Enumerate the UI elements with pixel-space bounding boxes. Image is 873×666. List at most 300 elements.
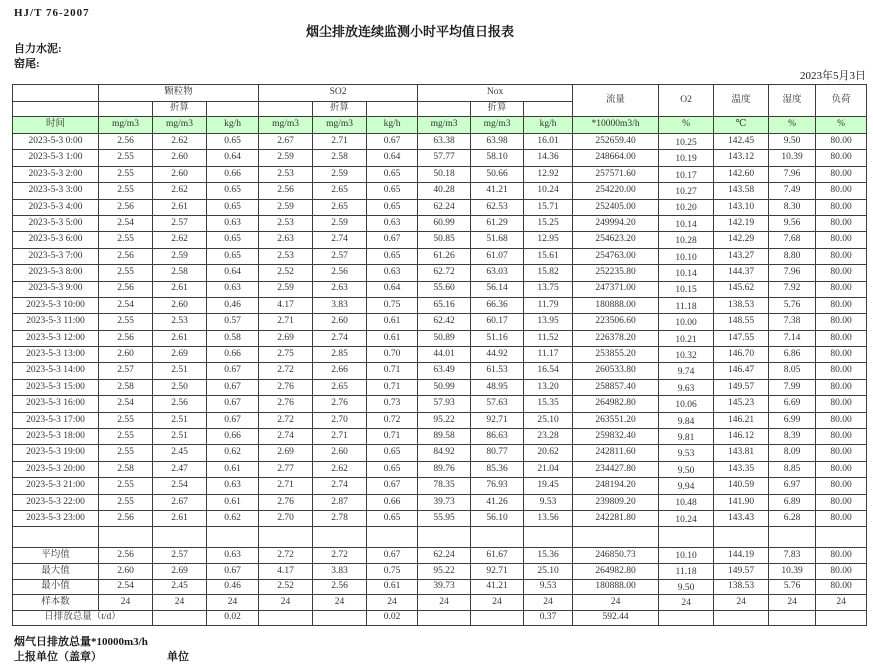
summary-value-cell [153, 527, 207, 548]
value-cell: 2.69 [259, 445, 313, 461]
value-cell: 7.14 [769, 330, 816, 346]
value-cell: 7.99 [769, 379, 816, 395]
summary-value-cell: 2.57 [153, 548, 207, 564]
value-cell: 2.54 [99, 396, 153, 412]
value-cell: 144.37 [714, 265, 769, 281]
value-cell: 2.53 [259, 248, 313, 264]
time-cell: 2023-5-3 18:00 [13, 429, 99, 445]
value-cell: 2.54 [99, 297, 153, 313]
value-cell: 9.53 [659, 445, 714, 461]
group-header-so2: SO2 [259, 85, 418, 102]
summary-value-cell: 149.57 [714, 563, 769, 579]
time-cell: 2023-5-3 1:00 [13, 150, 99, 166]
table-row [13, 314, 867, 330]
value-cell: 19.45 [524, 478, 573, 494]
time-cell: 2023-5-3 0:00 [13, 134, 99, 150]
value-cell: 0.64 [367, 150, 418, 166]
value-cell: 0.61 [207, 494, 259, 510]
summary-value-cell: 62.24 [418, 548, 471, 564]
value-cell: 2.72 [259, 363, 313, 379]
unit-cell: mg/m3 [99, 117, 153, 134]
value-cell: 80.00 [816, 510, 867, 526]
time-cell: 2023-5-3 10:00 [13, 297, 99, 313]
summary-value-cell [714, 610, 769, 626]
value-cell: 2.56 [313, 265, 367, 281]
value-cell: 0.63 [207, 478, 259, 494]
value-cell: 16.01 [524, 134, 573, 150]
station-name: 窑尾: [14, 58, 40, 70]
summary-value-cell [769, 610, 816, 626]
value-cell: 0.67 [367, 134, 418, 150]
value-cell: 50.89 [418, 330, 471, 346]
value-cell: 234427.80 [573, 461, 659, 477]
value-cell: 2.56 [99, 199, 153, 215]
value-cell: 80.00 [816, 363, 867, 379]
value-cell: 146.47 [714, 363, 769, 379]
table-row [13, 265, 867, 281]
table-row [13, 215, 867, 231]
value-cell: 10.06 [659, 396, 714, 412]
value-cell: 254623.20 [573, 232, 659, 248]
value-cell: 40.28 [418, 183, 471, 199]
time-cell: 2023-5-3 7:00 [13, 248, 99, 264]
unit-cell: kg/h [367, 117, 418, 134]
time-cell: 2023-5-3 19:00 [13, 445, 99, 461]
value-cell: 0.75 [367, 297, 418, 313]
summary-label-cell: 样本数 [13, 595, 99, 611]
value-cell: 10.00 [659, 314, 714, 330]
group-header-particulate: 颗粒物 [99, 85, 259, 102]
value-cell: 61.07 [471, 248, 524, 264]
value-cell: 10.14 [659, 215, 714, 231]
value-cell: 0.65 [207, 134, 259, 150]
value-cell: 2.51 [153, 429, 207, 445]
value-cell: 247371.00 [573, 281, 659, 297]
value-cell: 61.29 [471, 215, 524, 231]
value-cell: 63.38 [418, 134, 471, 150]
value-cell: 2.62 [153, 232, 207, 248]
value-cell: 2.55 [99, 150, 153, 166]
column-header-humidity: 湿度 [769, 85, 816, 117]
value-cell: 0.70 [367, 347, 418, 363]
column-header-flow: 流量 [573, 85, 659, 117]
value-cell: 2.62 [153, 183, 207, 199]
value-cell: 2.62 [153, 134, 207, 150]
value-cell: 2.76 [259, 494, 313, 510]
summary-label-cell [13, 527, 99, 548]
value-cell: 13.95 [524, 314, 573, 330]
value-cell: 61.53 [471, 363, 524, 379]
summary-value-cell: 592.44 [573, 610, 659, 626]
value-cell: 0.64 [367, 281, 418, 297]
summary-label-cell: 最小值 [13, 579, 99, 595]
value-cell: 15.61 [524, 248, 573, 264]
value-cell: 2.66 [313, 363, 367, 379]
table-row [13, 363, 867, 379]
value-cell: 80.00 [816, 330, 867, 346]
value-cell: 2.54 [153, 478, 207, 494]
value-cell: 2.71 [259, 478, 313, 494]
summary-value-cell: 61.67 [471, 548, 524, 564]
value-cell: 13.75 [524, 281, 573, 297]
value-cell: 80.00 [816, 412, 867, 428]
value-cell: 2.74 [313, 330, 367, 346]
value-cell: 56.10 [471, 510, 524, 526]
value-cell: 2.62 [313, 461, 367, 477]
value-cell: 0.65 [207, 183, 259, 199]
summary-value-cell [524, 527, 573, 548]
summary-value-cell [313, 527, 367, 548]
value-cell: 0.67 [207, 379, 259, 395]
value-cell: 142.45 [714, 134, 769, 150]
value-cell: 0.71 [367, 429, 418, 445]
group-header-nox: Nox [418, 85, 573, 102]
blank-cell [367, 102, 418, 117]
value-cell: 92.71 [471, 412, 524, 428]
summary-value-cell: 2.45 [153, 579, 207, 595]
value-cell: 2.59 [259, 281, 313, 297]
unit-cell: % [816, 117, 867, 134]
value-cell: 2.55 [99, 183, 153, 199]
value-cell: 143.27 [714, 248, 769, 264]
unit-label: 单位 [167, 651, 189, 663]
value-cell: 248664.00 [573, 150, 659, 166]
summary-value-cell: 0.61 [367, 579, 418, 595]
value-cell: 80.00 [816, 297, 867, 313]
summary-value-cell: 0.75 [367, 563, 418, 579]
value-cell: 3.83 [313, 297, 367, 313]
value-cell: 80.00 [816, 232, 867, 248]
value-cell: 11.79 [524, 297, 573, 313]
value-cell: 2.72 [259, 412, 313, 428]
summary-value-cell: 0.02 [207, 610, 259, 626]
value-cell: 76.93 [471, 478, 524, 494]
value-cell: 145.23 [714, 396, 769, 412]
value-cell: 80.00 [816, 445, 867, 461]
summary-value-cell: 10.39 [769, 563, 816, 579]
value-cell: 147.55 [714, 330, 769, 346]
value-cell: 78.35 [418, 478, 471, 494]
column-header-temperature: 温度 [714, 85, 769, 117]
company-name: 自力水泥: [14, 43, 62, 55]
value-cell: 9.74 [659, 363, 714, 379]
value-cell: 62.72 [418, 265, 471, 281]
value-cell: 6.28 [769, 510, 816, 526]
summary-value-cell: 0.02 [367, 610, 418, 626]
value-cell: 8.39 [769, 429, 816, 445]
value-cell: 2.53 [153, 314, 207, 330]
value-cell: 2.71 [259, 314, 313, 330]
value-cell: 2.58 [99, 461, 153, 477]
table-row [13, 478, 867, 494]
summary-value-cell [573, 527, 659, 548]
table-row [13, 199, 867, 215]
value-cell: 10.48 [659, 494, 714, 510]
value-cell: 9.94 [659, 478, 714, 494]
value-cell: 0.62 [207, 510, 259, 526]
value-cell: 9.56 [769, 215, 816, 231]
value-cell: 2.60 [99, 347, 153, 363]
value-cell: 2.59 [153, 248, 207, 264]
value-cell: 51.16 [471, 330, 524, 346]
value-cell: 12.95 [524, 232, 573, 248]
summary-value-cell: 24 [313, 595, 367, 611]
value-cell: 2.61 [153, 199, 207, 215]
summary-row [13, 595, 867, 611]
summary-value-cell: 2.56 [313, 579, 367, 595]
value-cell: 2.87 [313, 494, 367, 510]
value-cell: 146.70 [714, 347, 769, 363]
value-cell: 6.89 [769, 494, 816, 510]
value-cell: 62.42 [418, 314, 471, 330]
summary-value-cell [207, 527, 259, 548]
summary-value-cell: 264982.80 [573, 563, 659, 579]
value-cell: 0.65 [367, 510, 418, 526]
blank-cell [13, 102, 99, 117]
summary-value-cell [418, 610, 471, 626]
summary-row [13, 548, 867, 564]
unit-cell: mg/m3 [259, 117, 313, 134]
value-cell: 0.65 [367, 445, 418, 461]
value-cell: 2.59 [259, 150, 313, 166]
table-row [13, 134, 867, 150]
table-row [13, 150, 867, 166]
value-cell: 146.21 [714, 412, 769, 428]
value-cell: 143.12 [714, 150, 769, 166]
summary-value-cell: 0.63 [207, 548, 259, 564]
value-cell: 0.65 [367, 199, 418, 215]
spacer-row [13, 527, 867, 548]
value-cell: 50.99 [418, 379, 471, 395]
value-cell: 0.72 [367, 412, 418, 428]
time-cell: 2023-5-3 23:00 [13, 510, 99, 526]
summary-value-cell: 24 [816, 595, 867, 611]
value-cell: 0.66 [367, 494, 418, 510]
value-cell: 2.63 [259, 232, 313, 248]
summary-value-cell: 25.10 [524, 563, 573, 579]
value-cell: 4.17 [259, 297, 313, 313]
value-cell: 2.55 [99, 314, 153, 330]
summary-value-cell [659, 610, 714, 626]
blank-cell [207, 102, 259, 117]
value-cell: 10.24 [659, 510, 714, 526]
value-cell: 0.65 [367, 183, 418, 199]
value-cell: 10.21 [659, 330, 714, 346]
summary-value-cell: 41.21 [471, 579, 524, 595]
summary-value-cell: 2.72 [313, 548, 367, 564]
value-cell: 2.55 [99, 166, 153, 182]
blank-cell [418, 102, 471, 117]
column-header-load: 负荷 [816, 85, 867, 117]
summary-value-cell [259, 527, 313, 548]
value-cell: 0.61 [367, 330, 418, 346]
time-cell: 2023-5-3 22:00 [13, 494, 99, 510]
value-cell: 2.51 [153, 363, 207, 379]
value-cell: 8.09 [769, 445, 816, 461]
value-cell: 2.61 [153, 330, 207, 346]
summary-value-cell: 15.36 [524, 548, 573, 564]
value-cell: 2.57 [99, 363, 153, 379]
summary-value-cell: 180888.00 [573, 579, 659, 595]
value-cell: 252235.80 [573, 265, 659, 281]
summary-value-cell: 246850.73 [573, 548, 659, 564]
summary-value-cell [418, 527, 471, 548]
value-cell: 10.28 [659, 232, 714, 248]
value-cell: 0.67 [207, 363, 259, 379]
value-cell: 142.29 [714, 232, 769, 248]
unit-cell: mg/m3 [418, 117, 471, 134]
summary-value-cell: 24 [714, 595, 769, 611]
time-cell: 2023-5-3 15:00 [13, 379, 99, 395]
summary-value-cell [259, 610, 313, 626]
summary-value-cell: 2.69 [153, 563, 207, 579]
value-cell: 2.67 [153, 494, 207, 510]
summary-value-cell: 2.56 [99, 548, 153, 564]
value-cell: 10.25 [659, 134, 714, 150]
value-cell: 148.55 [714, 314, 769, 330]
time-cell: 2023-5-3 6:00 [13, 232, 99, 248]
value-cell: 143.58 [714, 183, 769, 199]
value-cell: 66.36 [471, 297, 524, 313]
summary-value-cell: 24 [367, 595, 418, 611]
value-cell: 0.63 [367, 265, 418, 281]
unit-cell: mg/m3 [153, 117, 207, 134]
value-cell: 80.00 [816, 478, 867, 494]
table-row [13, 297, 867, 313]
value-cell: 2.76 [259, 396, 313, 412]
value-cell: 0.67 [207, 396, 259, 412]
value-cell: 249994.20 [573, 215, 659, 231]
value-cell: 9.81 [659, 429, 714, 445]
value-cell: 2.59 [313, 215, 367, 231]
value-cell: 89.58 [418, 429, 471, 445]
value-cell: 25.10 [524, 412, 573, 428]
value-cell: 0.63 [207, 215, 259, 231]
converted-label-so2: 折算 [313, 102, 367, 117]
value-cell: 0.66 [207, 166, 259, 182]
value-cell: 2.60 [313, 314, 367, 330]
value-cell: 0.71 [367, 363, 418, 379]
value-cell: 0.63 [207, 281, 259, 297]
value-cell: 51.68 [471, 232, 524, 248]
value-cell: 2.55 [99, 232, 153, 248]
value-cell: 254763.00 [573, 248, 659, 264]
value-cell: 242281.80 [573, 510, 659, 526]
value-cell: 141.90 [714, 494, 769, 510]
value-cell: 0.61 [367, 314, 418, 330]
value-cell: 12.92 [524, 166, 573, 182]
value-cell: 9.84 [659, 412, 714, 428]
value-cell: 11.17 [524, 347, 573, 363]
unit-cell: kg/h [207, 117, 259, 134]
summary-value-cell: 0.37 [524, 610, 573, 626]
value-cell: 2.55 [99, 445, 153, 461]
value-cell: 2.56 [99, 281, 153, 297]
value-cell: 2.55 [99, 478, 153, 494]
time-cell: 2023-5-3 3:00 [13, 183, 99, 199]
value-cell: 8.30 [769, 199, 816, 215]
value-cell: 0.57 [207, 314, 259, 330]
value-cell: 2.58 [153, 265, 207, 281]
summary-value-cell: 24 [153, 595, 207, 611]
value-cell: 2.57 [153, 215, 207, 231]
value-cell: 10.39 [769, 150, 816, 166]
value-cell: 2.61 [153, 510, 207, 526]
value-cell: 2.65 [313, 379, 367, 395]
value-cell: 80.00 [816, 265, 867, 281]
value-cell: 259832.40 [573, 429, 659, 445]
value-cell: 80.00 [816, 199, 867, 215]
value-cell: 2.74 [313, 232, 367, 248]
value-cell: 9.50 [769, 134, 816, 150]
value-cell: 2.75 [259, 347, 313, 363]
summary-value-cell [816, 527, 867, 548]
value-cell: 15.25 [524, 215, 573, 231]
value-cell: 146.12 [714, 429, 769, 445]
value-cell: 0.58 [207, 330, 259, 346]
value-cell: 142.19 [714, 215, 769, 231]
value-cell: 55.60 [418, 281, 471, 297]
summary-value-cell [313, 610, 367, 626]
value-cell: 15.35 [524, 396, 573, 412]
table-row [13, 510, 867, 526]
value-cell: 80.00 [816, 461, 867, 477]
summary-value-cell: 24 [524, 595, 573, 611]
summary-row [13, 610, 867, 626]
summary-value-cell: 24 [471, 595, 524, 611]
value-cell: 10.19 [659, 150, 714, 166]
value-cell: 85.36 [471, 461, 524, 477]
value-cell: 2.70 [313, 412, 367, 428]
value-cell: 2.78 [313, 510, 367, 526]
header-row-groups [13, 85, 867, 102]
value-cell: 252405.00 [573, 199, 659, 215]
value-cell: 6.99 [769, 412, 816, 428]
value-cell: 8.80 [769, 248, 816, 264]
value-cell: 239809.20 [573, 494, 659, 510]
value-cell: 0.67 [207, 412, 259, 428]
value-cell: 0.46 [207, 297, 259, 313]
summary-value-cell: 9.53 [524, 579, 573, 595]
value-cell: 2.50 [153, 379, 207, 395]
value-cell: 2.56 [259, 183, 313, 199]
value-cell: 6.97 [769, 478, 816, 494]
summary-value-cell: 2.60 [99, 563, 153, 579]
summary-value-cell: 24 [207, 595, 259, 611]
value-cell: 0.67 [367, 232, 418, 248]
value-cell: 2.74 [313, 478, 367, 494]
summary-value-cell: 24 [99, 595, 153, 611]
summary-value-cell: 24 [659, 595, 714, 611]
unit-cell: kg/h [524, 117, 573, 134]
value-cell: 7.96 [769, 265, 816, 281]
value-cell: 9.50 [659, 461, 714, 477]
summary-value-cell [367, 527, 418, 548]
value-cell: 80.00 [816, 183, 867, 199]
value-cell: 2.60 [153, 166, 207, 182]
summary-value-cell [816, 610, 867, 626]
value-cell: 57.77 [418, 150, 471, 166]
value-cell: 84.92 [418, 445, 471, 461]
value-cell: 2.45 [153, 445, 207, 461]
summary-value-cell: 80.00 [816, 563, 867, 579]
summary-value-cell: 0.67 [367, 548, 418, 564]
summary-label-cell: 平均值 [13, 548, 99, 564]
value-cell: 0.65 [367, 166, 418, 182]
value-cell: 65.16 [418, 297, 471, 313]
time-cell: 2023-5-3 4:00 [13, 199, 99, 215]
value-cell: 62.24 [418, 199, 471, 215]
